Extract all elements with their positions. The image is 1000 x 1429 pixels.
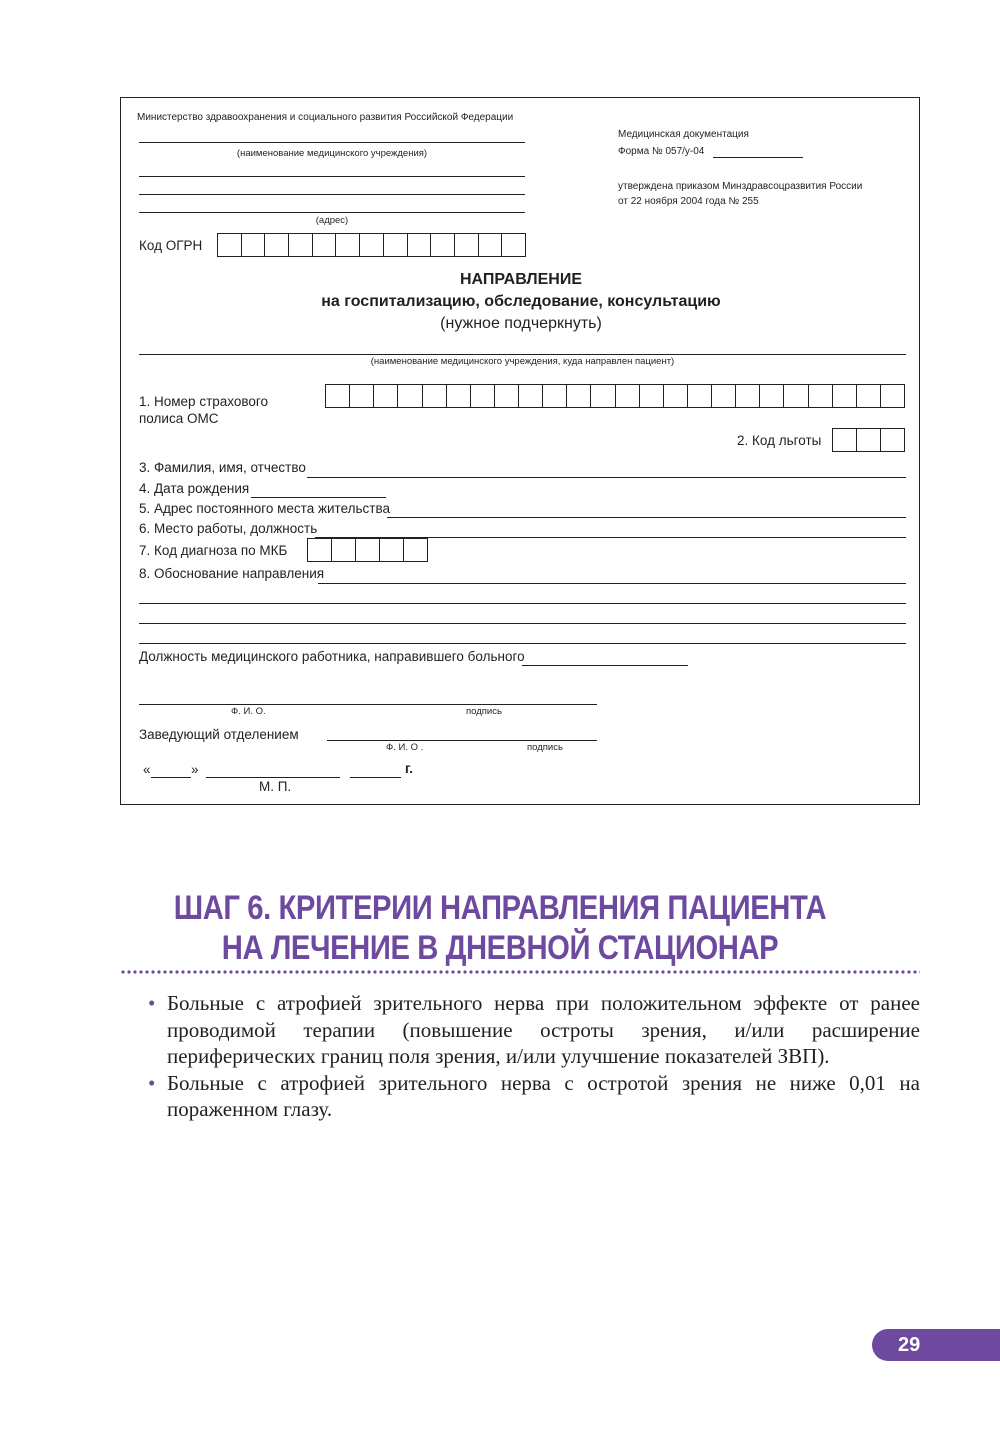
date-quote-open: « [143,762,151,777]
policy-cell[interactable] [784,385,808,407]
ogrn-cell[interactable] [336,234,360,256]
date-year-field[interactable] [350,777,401,778]
policy-cell[interactable] [616,385,640,407]
policy-cell[interactable] [374,385,398,407]
position-label: Должность медицинского работника, направившего больного [139,649,525,664]
list-item-text: Больные с атрофией зрительного нерва с остротой зрения не ниже 0,01 на пораженном глазу. [167,1070,920,1121]
approved-text: утверждена приказом Минздравсоцразвития России [618,181,863,192]
policy-cell[interactable] [712,385,736,407]
benefit-cell[interactable] [881,429,904,451]
policy-number-cells[interactable] [325,384,905,408]
year-suffix: г. [405,761,414,776]
benefit-cell[interactable] [857,429,881,451]
head-signature-line[interactable] [327,740,597,741]
ogrn-cell[interactable] [384,234,408,256]
institution-caption: (наименование медицинского учреждения) [236,148,428,159]
form-note: (нужное подчеркнуть) [440,315,602,332]
doctor-fio-caption: Ф. И. О. [231,706,266,717]
reason-field-3[interactable] [139,623,906,624]
date-day-field[interactable] [151,777,191,778]
policy-cell[interactable] [423,385,447,407]
address-line-2 [139,194,525,195]
work-label: 6. Место работы, должность [139,521,318,536]
head-fio-caption: Ф. И. О . [386,742,424,753]
policy-cell[interactable] [350,385,374,407]
ogrn-cell[interactable] [218,234,242,256]
mkb-cell[interactable] [332,539,356,561]
reason-label: 8. Обоснование направления [139,566,325,581]
ogrn-cell[interactable] [242,234,266,256]
form-number: Форма № 057/у-04 [618,146,705,157]
doctor-signature-line[interactable] [139,704,597,705]
list-item [148,990,920,1070]
ogrn-cell[interactable] [455,234,479,256]
criteria-list [148,990,920,1123]
dotted-divider [120,969,920,975]
mkb-cell[interactable] [356,539,380,561]
section-heading-line1: ШАГ 6. КРИТЕРИИ НАПРАВЛЕНИЯ ПАЦИЕНТА [173,889,827,927]
ogrn-cell[interactable] [289,234,313,256]
position-field[interactable] [522,665,688,666]
mkb-cell[interactable] [404,539,427,561]
ogrn-cell[interactable] [502,234,525,256]
page-number: 29 [872,1329,1000,1361]
address-line-3 [139,212,525,213]
policy-cell[interactable] [326,385,350,407]
benefit-label: 2. Код льготы [737,433,822,448]
policy-cell[interactable] [857,385,881,407]
head-sign-caption: подпись [527,742,563,753]
ogrn-cell[interactable] [360,234,384,256]
institution-line [139,142,525,143]
list-item [148,1070,920,1123]
ogrn-code-cells[interactable] [217,233,526,257]
mkb-code-cells[interactable] [307,538,428,562]
list-item-text: Больные с атрофией зрительного нерва при положительном эффекте от ранее проводимой терапии (повышение остроты зрения, и/или расширение периферических границ поля зрения, и/или улучшение показателей ЗВП). [167,991,920,1068]
date-quote-close: » [191,762,199,777]
birth-field[interactable] [251,497,386,498]
mkb-cell[interactable] [380,539,404,561]
ogrn-cell[interactable] [479,234,503,256]
ogrn-cell[interactable] [431,234,455,256]
ministry-text: Министерство здравоохранения и социального развития Российской Федерации [137,112,514,123]
head-label: Заведующий отделением [139,727,299,742]
form-title: НАПРАВЛЕНИЕ [460,271,582,288]
reason-field-2[interactable] [139,603,906,604]
approved-date: от 22 ноября 2004 года № 255 [618,196,759,207]
target-institution-caption: (наименование медицинского учреждения, куда направлен пациент) [370,356,675,367]
referral-form [120,97,920,805]
policy-cell[interactable] [543,385,567,407]
policy-cell[interactable] [398,385,422,407]
policy-cell[interactable] [664,385,688,407]
target-institution-line [139,354,906,355]
policy-cell[interactable] [471,385,495,407]
policy-cell[interactable] [640,385,664,407]
benefit-code-cells[interactable] [832,428,905,452]
policy-cell[interactable] [688,385,712,407]
policy-cell[interactable] [809,385,833,407]
reason-field-4[interactable] [139,643,906,644]
ogrn-label: Код ОГРН [139,238,203,253]
stamp-label: М. П. [259,779,292,794]
bullet-icon: • [148,1070,156,1095]
ogrn-cell[interactable] [313,234,337,256]
benefit-cell[interactable] [833,429,857,451]
date-month-field[interactable] [206,777,340,778]
ogrn-cell[interactable] [265,234,289,256]
policy-cell[interactable] [447,385,471,407]
policy-cell[interactable] [591,385,615,407]
policy-label-line1: 1. Номер страхового [139,394,269,409]
mkb-cell[interactable] [308,539,332,561]
policy-cell[interactable] [881,385,904,407]
policy-label-line2: полиса ОМС [139,411,219,426]
address-caption: (адрес) [315,215,349,226]
form-subtitle: на госпитализацию, обследование, консультацию [321,293,721,310]
residence-field[interactable] [387,517,906,518]
address-line-1 [139,176,525,177]
fio-field[interactable] [307,477,906,478]
address-label: 5. Адрес постоянного места жительства [139,501,390,516]
policy-cell[interactable] [519,385,543,407]
form-number-line [713,157,803,158]
policy-cell[interactable] [567,385,591,407]
section-heading-line2: НА ЛЕЧЕНИЕ В ДНЕВНОЙ СТАЦИОНАР [221,929,779,967]
fio-label: 3. Фамилия, имя, отчество [139,460,306,475]
ogrn-cell[interactable] [408,234,432,256]
birth-label: 4. Дата рождения [139,481,250,496]
reason-field-1[interactable] [318,583,906,584]
bullet-icon: • [148,991,156,1015]
policy-cell[interactable] [833,385,857,407]
med-doc-label: Медицинская документация [618,129,749,140]
doctor-sign-caption: подпись [466,706,502,717]
policy-cell[interactable] [495,385,519,407]
mkb-label: 7. Код диагноза по МКБ [139,543,288,558]
policy-cell[interactable] [736,385,760,407]
policy-cell[interactable] [760,385,784,407]
